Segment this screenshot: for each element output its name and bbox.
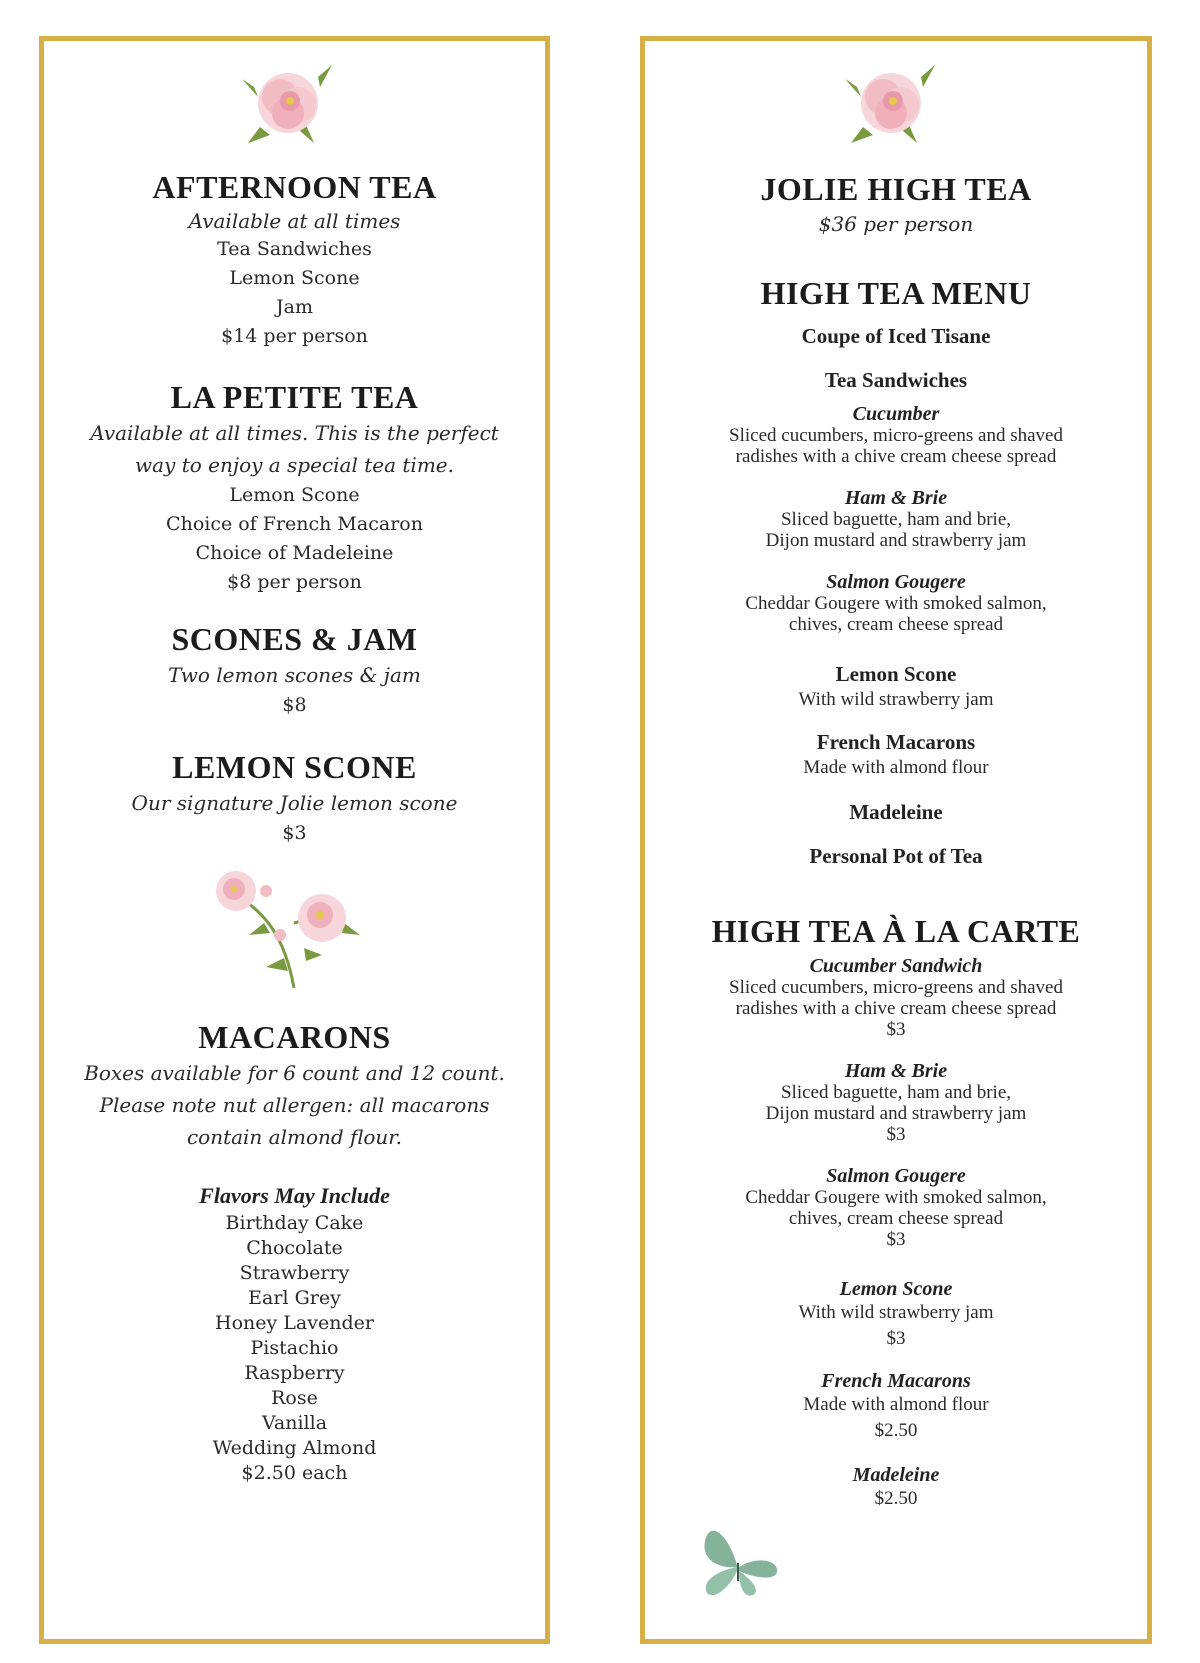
menu-item-desc: Sliced cucumbers, micro-greens and shaved [729, 425, 1063, 446]
menu-item-price: $3 [886, 1019, 906, 1040]
menu-item: Jam [276, 296, 313, 318]
menu-item-price: $3 [886, 1124, 906, 1145]
menu-item-name: Cucumber [852, 403, 940, 425]
flavor-item: Vanilla [261, 1412, 328, 1434]
flavor-item: Pistachio [250, 1337, 339, 1359]
menu-item-price: $3 [886, 1328, 906, 1349]
coupe-item: Coupe of Iced Tisane [801, 324, 991, 348]
lemon-scone-price: $3 [282, 822, 307, 844]
high-tea-menu-title: HIGH TEA MENU [760, 275, 1032, 311]
menu-item-desc: Sliced baguette, ham and brie, [780, 1082, 1012, 1103]
menu-item-name: Lemon Scone [839, 1278, 953, 1300]
peony-branch-icon [204, 863, 364, 993]
menu-item-desc: With wild strawberry jam [798, 689, 994, 710]
carte-title: HIGH TEA À LA CARTE [711, 913, 1081, 949]
scones-jam-section [44, 619, 545, 720]
menu-item-name: Personal Pot of Tea [809, 844, 983, 868]
lemon-scone-title: LEMON SCONE [172, 749, 417, 785]
macarons-note-3: contain almond flour. [186, 1125, 403, 1149]
menu-item-name: Ham & Brie [844, 487, 948, 509]
menu-item-desc: Made with almond flour [803, 757, 989, 778]
menu-item-name: Lemon Scone [835, 662, 957, 686]
menu-item-desc: Dijon mustard and strawberry jam [765, 530, 1027, 551]
petite-tea-subtitle-1: Available at all times. This is the perfect [90, 421, 499, 445]
menu-item-desc: chives, cream cheese spread [788, 1208, 1004, 1229]
jolie-title: JOLIE HIGH TEA [760, 171, 1032, 207]
butterfly-icon [697, 1521, 781, 1601]
menu-item-name: Cucumber Sandwich [809, 955, 983, 977]
flavor-item: Birthday Cake [225, 1212, 364, 1234]
high-tea-carte-section [645, 911, 1147, 1512]
macarons-title: MACARONS [198, 1019, 391, 1055]
flavor-item: Raspberry [244, 1362, 345, 1384]
menu-item: Choice of Madeleine [195, 542, 394, 564]
menu-item-price: $2.50 [874, 1420, 918, 1441]
menu-item: Lemon Scone [229, 484, 360, 506]
menu-item-desc: Cheddar Gougere with smoked salmon, [745, 1187, 1047, 1208]
macarons-section [44, 1017, 545, 1486]
scones-jam-price: $8 [282, 694, 307, 716]
afternoon-tea-title: AFTERNOON TEA [152, 169, 437, 205]
macarons-note-2: Please note nut allergen: all macarons [99, 1093, 490, 1117]
menu-item-name: French Macarons [816, 730, 976, 754]
scones-jam-subtitle: Two lemon scones & jam [168, 663, 421, 687]
high-tea-menu-section [645, 273, 1147, 869]
menu-item-desc: radishes with a chive cream cheese spread [735, 998, 1057, 1019]
menu-item-name: Madeleine [852, 1464, 940, 1486]
menu-item-name: Ham & Brie [844, 1060, 948, 1082]
menu-item-desc: Sliced baguette, ham and brie, [780, 509, 1012, 530]
flavor-item: Chocolate [246, 1237, 343, 1259]
menu-item-name: Salmon Gougere [826, 571, 966, 593]
jolie-high-tea-section [645, 169, 1147, 239]
left-menu-card [39, 36, 550, 1644]
menu-item-name: Salmon Gougere [826, 1165, 966, 1187]
menu-item-desc: chives, cream cheese spread [788, 614, 1004, 635]
menu-item-desc: radishes with a chive cream cheese spread [735, 446, 1057, 467]
macarons-note-1: Boxes available for 6 count and 12 count. [84, 1061, 505, 1085]
flavor-item: Earl Grey [248, 1287, 341, 1309]
menu-item-price: $2.50 [874, 1488, 918, 1509]
menu-item-desc: With wild strawberry jam [798, 1302, 994, 1323]
tea-sandwiches-item: Tea Sandwiches [824, 368, 968, 392]
petite-tea-price: $8 per person [227, 571, 362, 593]
scones-jam-title: SCONES & JAM [171, 621, 418, 657]
petite-tea-title: LA PETITE TEA [170, 379, 419, 415]
peony-flower-icon [240, 57, 336, 149]
afternoon-tea-price: $14 per person [221, 325, 368, 347]
afternoon-tea-section [44, 167, 545, 351]
flavor-item: Strawberry [239, 1262, 350, 1284]
jolie-price: $36 per person [818, 212, 974, 236]
peony-flower-icon [843, 57, 939, 149]
macarons-price: $2.50 each [241, 1462, 348, 1484]
lemon-scone-subtitle: Our signature Jolie lemon scone [131, 791, 458, 815]
petite-tea-section [44, 377, 545, 597]
petite-tea-subtitle-2: way to enjoy a special tea time. [135, 453, 454, 477]
menu-item: Tea Sandwiches [217, 238, 372, 260]
lemon-scone-section [44, 747, 545, 848]
flavor-item: Rose [271, 1387, 318, 1409]
menu-item-desc: Dijon mustard and strawberry jam [765, 1103, 1027, 1124]
menu-item-price: $3 [886, 1229, 906, 1250]
flavor-item: Wedding Almond [212, 1437, 377, 1459]
menu-item-desc: Sliced cucumbers, micro-greens and shaved [729, 977, 1063, 998]
menu-item: Lemon Scone [229, 267, 360, 289]
menu-item-desc: Cheddar Gougere with smoked salmon, [745, 593, 1047, 614]
flavor-item: Honey Lavender [215, 1312, 374, 1334]
right-menu-card [640, 36, 1152, 1644]
menu-item: Choice of French Macaron [166, 513, 423, 535]
flavors-heading: Flavors May Include [199, 1183, 390, 1208]
afternoon-tea-subtitle: Available at all times [188, 209, 401, 233]
menu-item-desc: Made with almond flour [803, 1394, 989, 1415]
menu-item-name: French Macarons [821, 1370, 971, 1392]
menu-item-name: Madeleine [849, 800, 943, 824]
